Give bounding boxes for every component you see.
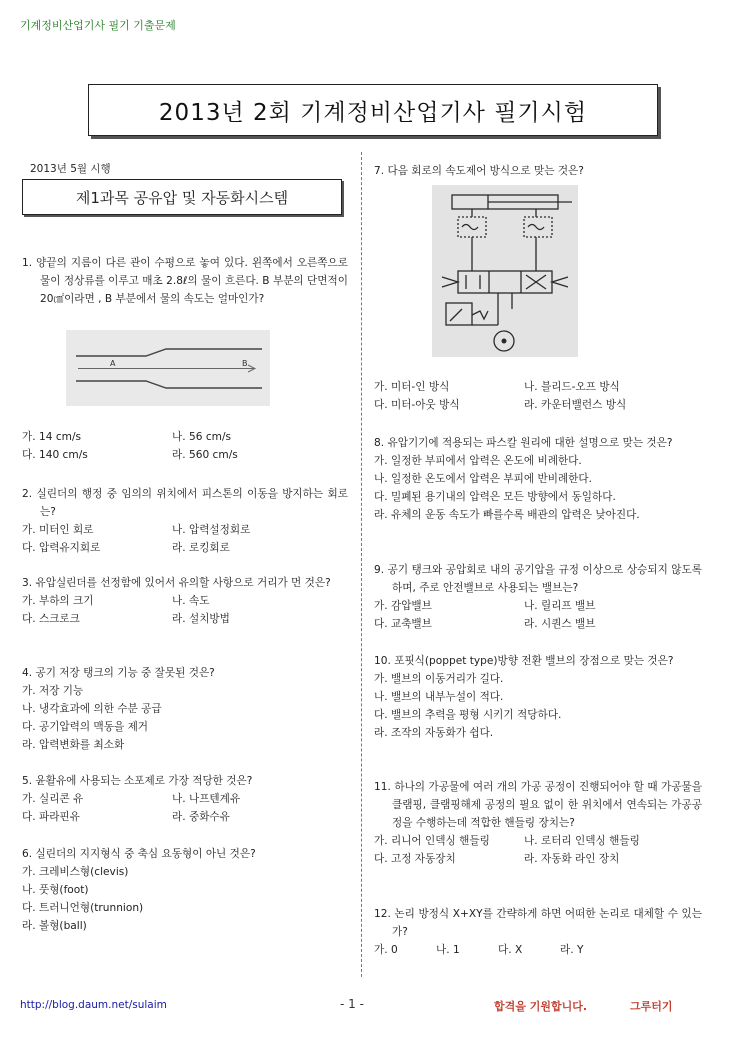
option: 가. 저장 기능 [22, 685, 84, 697]
question-text: 2. 실린더의 행정 중 임의의 위치에서 피스톤의 이동을 방지하는 회로는? [22, 488, 348, 518]
option: 라. 설치방법 [172, 613, 230, 625]
question-text: 3. 유압실린더를 선정함에 있어서 유의할 사항으로 거리가 먼 것은? [22, 577, 331, 589]
question-text: 6. 실린더의 지지형식 중 축심 요동형이 아닌 것은? [22, 848, 256, 860]
option: 가. 14 cm/s [22, 431, 82, 443]
option: 나. 압력설정회로 [172, 524, 251, 536]
right-column [374, 0, 702, 1000]
footer-message: 합격을 기원합니다. [494, 1000, 588, 1013]
option: 가. 밸브의 이동거리가 길다. [374, 673, 504, 685]
option: 다. 밸브의 추력을 평형 시키기 적당하다. [374, 709, 562, 721]
option: 라. 압력변화를 최소화 [22, 739, 125, 751]
question-text: 9. 공기 탱크와 공압회로 내의 공기압을 규정 이상으로 상승되지 않도록 하며, 주로 안전밸브로 사용되는 밸브는? [374, 564, 702, 594]
question-11 [374, 778, 702, 868]
option: 나. 릴리프 밸브 [524, 600, 596, 612]
option: 다. 밀폐된 용기내의 압력은 모든 방향에서 동일하다. [374, 491, 616, 503]
option: 다. 공기압력의 맥동을 제거 [22, 721, 149, 733]
question-12 [374, 905, 702, 959]
option: 라. 볼형(ball) [22, 920, 87, 932]
option: 가. 0 [374, 944, 398, 956]
option: 라. 조작의 자동화가 쉽다. [374, 727, 494, 739]
option: 나. 일정한 온도에서 압력은 부피에 반비례한다. [374, 473, 593, 485]
footer-url[interactable]: http://blog.daum.net/sulaim [20, 999, 167, 1011]
option: 라. 로킹회로 [172, 542, 230, 554]
option: 다. 고정 자동장치 [374, 853, 456, 865]
option: 나. 풋형(foot) [22, 884, 89, 896]
exam-title: 2013년 2회 기계정비산업기사 필기시험 [88, 84, 658, 136]
footer-author: 그루터기 [630, 1000, 673, 1013]
question-text: 5. 윤활유에 사용되는 소포제로 가장 적당한 것은? [22, 775, 253, 787]
question-text: 8. 유압기기에 적용되는 파스칼 원리에 대한 설명으로 맞는 것은? [374, 437, 673, 449]
label-a: A [110, 359, 116, 368]
page-number: - 1 - [340, 997, 364, 1011]
question-text: 7. 다음 회로의 속도제어 방식으로 맞는 것은? [374, 165, 584, 177]
question-6 [22, 845, 348, 935]
header-label: 기계정비산업기사 필기 기출문제 [20, 19, 176, 32]
option: 가. 리니어 인덱싱 핸들링 [374, 835, 490, 847]
left-column [22, 0, 348, 1000]
question-2 [22, 485, 348, 557]
label-b: B [242, 359, 248, 368]
question-text: 4. 공기 저장 탱크의 기능 중 잘못된 것은? [22, 667, 215, 679]
option: 다. X [498, 944, 523, 956]
question-text: 11. 하나의 가공물에 여러 개의 가공 공정이 진행되어야 할 때 가공물을 클램핑, 클램핑해제 공정의 필요 없이 한 위치에서 연속되는 가공공정을 수행하는데 적합한 핸들링 장치는? [374, 781, 702, 829]
option: 가. 일정한 부피에서 압력은 온도에 비례한다. [374, 455, 582, 467]
question-10 [374, 652, 702, 742]
option: 다. 파라핀유 [22, 811, 80, 823]
question-1-options [22, 428, 348, 464]
option: 다. 트러니언형(trunnion) [22, 902, 144, 914]
option: 라. 시퀀스 밸브 [524, 618, 596, 630]
question-5 [22, 772, 348, 826]
option: 나. 나프텐계유 [172, 793, 241, 805]
option: 다. 미터-아웃 방식 [374, 399, 460, 411]
question-9 [374, 561, 702, 633]
question-text: 12. 논리 방정식 X+XY를 간략하게 하면 어떠한 논리로 대체할 수 있는가? [374, 908, 702, 938]
option: 나. 밸브의 내부누설이 적다. [374, 691, 504, 703]
option: 나. 속도 [172, 595, 210, 607]
option: 다. 압력유지회로 [22, 542, 101, 554]
option: 라. 중화수유 [172, 811, 230, 823]
option: 다. 140 cm/s [22, 449, 88, 461]
option: 가. 크레비스형(clevis) [22, 866, 129, 878]
option: 다. 교축밸브 [374, 618, 432, 630]
question-7-options [374, 378, 702, 414]
option: 나. 블리드-오프 방식 [524, 381, 620, 393]
question-text: 10. 포핏식(poppet type)방향 전환 밸브의 장점으로 맞는 것은? [374, 655, 674, 667]
hydraulic-circuit-figure [432, 185, 578, 357]
option: 가. 감압밸브 [374, 600, 432, 612]
pipe-diagram [66, 330, 270, 406]
option: 라. Y [560, 944, 584, 956]
question-4 [22, 664, 348, 754]
exam-date: 2013년 5월 시행 [30, 163, 111, 175]
subject-title: 제1과목 공유압 및 자동화시스템 [22, 179, 342, 215]
column-divider [361, 152, 362, 977]
option: 가. 미터-인 방식 [374, 381, 450, 393]
hydraulic-circuit-diagram [432, 185, 578, 357]
pipe-diagram-figure [66, 330, 270, 406]
question-8 [374, 434, 702, 524]
option: 라. 560 cm/s [172, 449, 238, 461]
option: 다. 스크로크 [22, 613, 80, 625]
question-7 [374, 162, 702, 180]
option: 가. 부하의 크기 [22, 595, 94, 607]
option: 나. 1 [436, 944, 460, 956]
option: 라. 카운터밸런스 방식 [524, 399, 627, 411]
option: 가. 미터인 회로 [22, 524, 94, 536]
question-3 [22, 574, 348, 628]
question-text: 1. 양끝의 지름이 다른 관이 수평으로 놓여 있다. 왼쪽에서 오른쪽으로 물이 정상류를 이루고 매초 2.8ℓ의 물이 흐른다. B 부분의 단면적이 20㎠이라면 , B 부분에서 물의 속도는 얼마인가? [22, 257, 348, 305]
question-1 [22, 254, 348, 308]
option: 나. 56 cm/s [172, 431, 232, 443]
option: 라. 자동화 라인 장치 [524, 853, 620, 865]
option: 라. 유체의 운동 속도가 빠를수록 배관의 압력은 낮아진다. [374, 509, 640, 521]
option: 나. 냉각효과에 의한 수분 공급 [22, 703, 162, 715]
option: 나. 로터리 인덱싱 핸들링 [524, 835, 640, 847]
option: 가. 실리콘 유 [22, 793, 84, 805]
